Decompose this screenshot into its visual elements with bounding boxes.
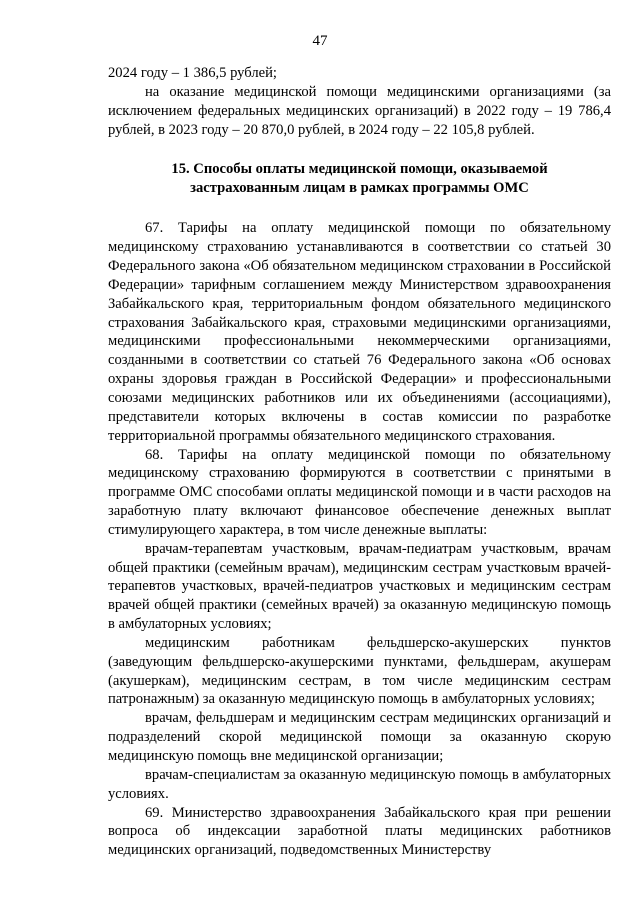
page-number: 47: [312, 33, 328, 49]
list-item-ambulance: врачам, фельдшерам и медицинским сестрам медицинских организаций и подразделений скорой медицинской помощи за оказанную скорую медицинскую помощь вне медицинской организации;: [108, 710, 611, 764]
document-body: [108, 64, 611, 860]
paragraph-69: 69. Министерство здравоохранения Забайкальского края при решении вопроса об индексации заработной платы медицинских работников медицинских организаций, подведомственных Министерству: [108, 804, 611, 859]
paragraph-continuation: 2024 году – 1 386,5 рублей;: [108, 65, 277, 81]
list-item-specialists: врачам-специалистам за оказанную медицинскую помощь в амбулаторных условиях.: [108, 766, 611, 802]
list-item-feldsher-points: медицинским работникам фельдшерско-акушерских пунктов (заведующим фельдшерско-акушерскими пунктами, фельдшерам, акушерам (акушеркам), медицинским сестрам, в том числе медицинским сестрам патронажным) за оказанную медицинскую помощь в амбулаторных условиях;: [108, 634, 611, 708]
paragraph-67: 67. Тарифы на оплату медицинской помощи по обязательному медицинскому страхованию устанавливаются в соответствии со статьей 30 Федерального закона «Об обязательном медицинском страховании в Российской Федерации» тарифным соглашением между Министерством здравоохранения Забайкальского края, территориальным фондом обязательного медицинского страхования Забайкальского края, страховыми медицинскими организациями, медицинскими профессиональными некоммерческими организациями, созданными в соответствии со статьей 76 Федерального закона «Об основах охраны здоровья граждан в Российской Федерации» и профессиональными союзами медицинских работников или их объединениями (ассоциациями), представители которых включены в состав комиссии по разработке территориальной программы обязательного медицинского страхования.: [108, 220, 611, 444]
paragraph-68: 68. Тарифы на оплату медицинской помощи по обязательному медицинскому страхованию формируются в соответствии с принятыми в программе ОМС способами оплаты медицинской помощи и в части расходов на заработную плату включают финансовое обеспечение денежных выплат стимулирующего характера, в том числе денежные выплаты:: [108, 446, 611, 538]
paragraph-funding-amounts: на оказание медицинской помощи медицинскими организациями (за исключением федеральных медицинских организаций) в 2022 году – 19 786,4 рублей, в 2023 году – 20 870,0 рублей, в 2024 году – 22 105,8 рублей.: [108, 83, 611, 138]
section-heading: 15. Способы оплаты медицинской помощи, оказываемой застрахованным лицам в рамках программы ОМС: [171, 161, 548, 197]
list-item-therapists: врачам-терапевтам участковым, врачам-педиатрам участковым, врачам общей практики (семейным врачам), медицинским сестрам участковым врачей-терапевтов участковых, врачей-педиатров участковых и медицинским сестрам врачей общей практики (семейных врачей) за оказанную медицинскую помощь в амбулаторных условиях;: [108, 540, 611, 633]
